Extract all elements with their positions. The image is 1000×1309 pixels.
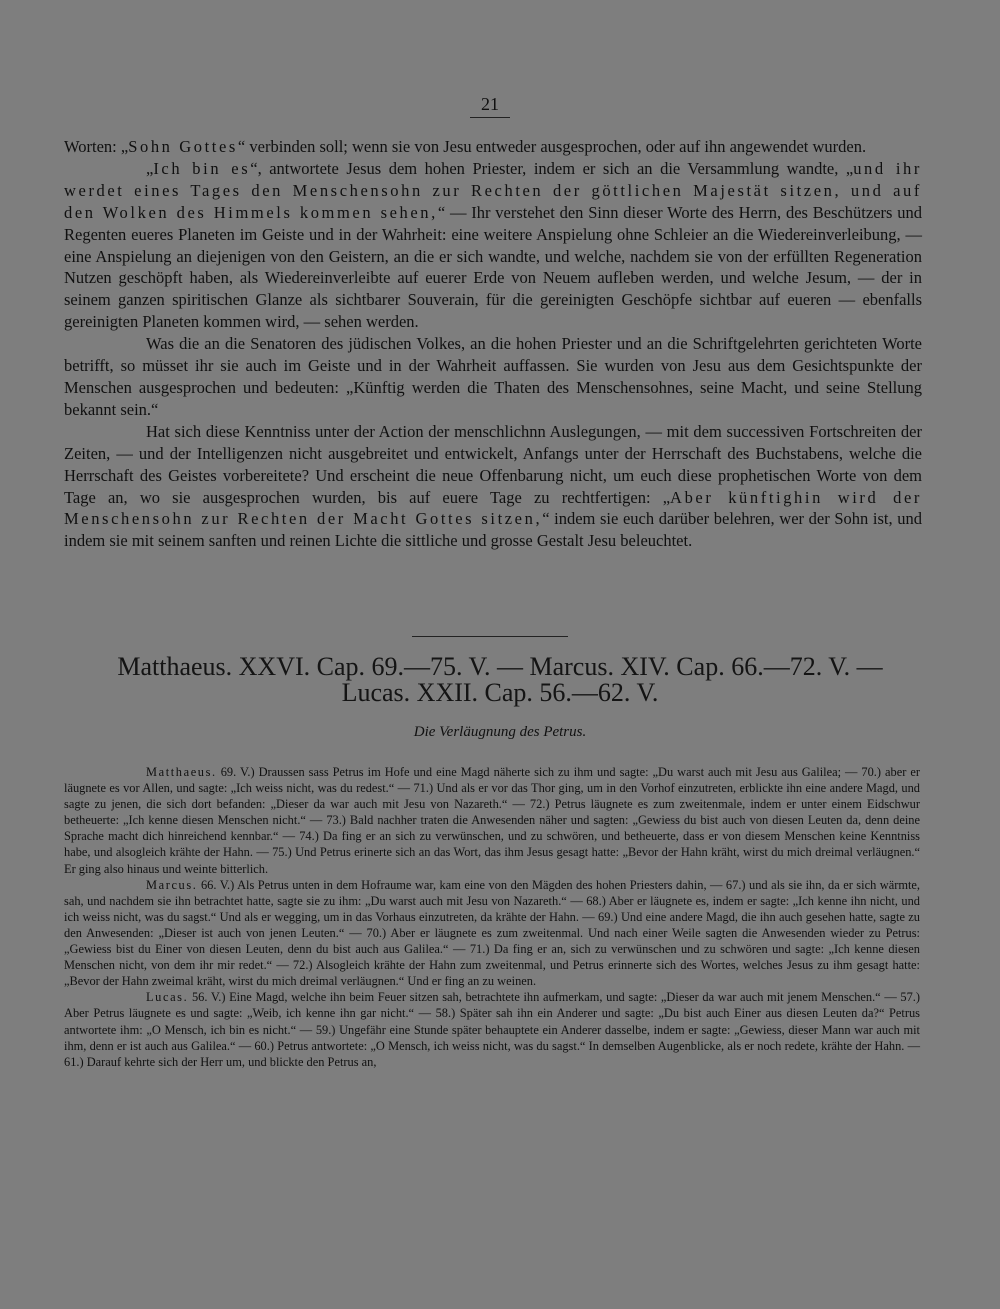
paragraph-3: Was die an die Senatoren des jüdischen Volkes, an die hohen Priester und an die Schriftgelehrten gerichteten Worte betrifft, so müsset ihr sie auch im Geiste und in der Wahrheit auffassen. Sie wurden von Jesu aus dem Gesichtspunkte der Menschen ausgesprochen und bedeuten: „Künftig werden die Thaten des Menschensohnes, seine Macht, und seine Stellung bekannt sein.“	[64, 334, 922, 419]
p4-emphasis: Aber künftighin wird der Menschensohn zur Rechten der Macht Gottes sitzen,	[64, 487, 922, 529]
matthaeus-paragraph	[64, 764, 920, 877]
lower-text-block	[64, 764, 920, 1070]
p4-text-a: Hat sich diese Kenntniss unter der Action der menschlichnn Auslegungen, — mit dem successiven Fortschreiten der Zeiten, — und der Intelligenzen nicht ausgebreitet und entwickelt, Anfangs unter der Herrschaft des Buchstabens, welche die Herrschaft des Geistes vorbereitete? Und erscheint die neue Offenbarung nicht, um euch diese prophetischen Worte von dem Tage an, wo sie ausgesprochen wurden, bis auf euere Tage zu rechtfertigen: „	[64, 421, 922, 507]
paragraph-1	[64, 136, 922, 158]
section-subtitle: Die Verläugnung des Petrus.	[413, 724, 587, 740]
p4-text-c: “ indem sie euch darüber belehren, wer der Sohn ist, und indem sie mit seinem sanften und reinen Lichte die sittliche und grosse Gestalt Jesu beleuchtet.	[64, 509, 922, 551]
section-heading-line-1: Matthaeus. XXVI. Cap. 69.—75. V. — Marcus. XIV. Cap. 66.—72. V. —	[117, 652, 883, 681]
marcus-paragraph	[64, 877, 920, 990]
upper-text-block	[64, 136, 922, 552]
p2-text-c: “, antwortete Jesus dem hohen Priester, indem er sich an die Versammlung wandte, „	[250, 158, 854, 178]
matthaeus-text: 69. V.) Draussen sass Petrus im Hofe und eine Magd näherte sich zu ihm und sagte: „Du warst auch mit Jesu aus Galilea; — 70.) aber er läugnete es vor Allen, und sagte: „Ich weiss nicht, was du redest.“ — 71.) Und als er vor das Thor ging, um in den Vorhof einzutreten, erblickte ihn eine andere Magd, und sagte zu jenen, die sich dort befanden: „Dieser da war auch mit Jesu von Nazareth.“ — 72.) Petrus läugnete es zum zweitenmale, indem er unter einem Eidschwur betheuerte: „Ich kenne diesen Menschen nicht.“ — 73.) Bald nachher traten die Anwesenden näher und sagten: „Gewiess du bist auch von diesen Leuten da, denn deine Sprache macht dich hinreichend kennbar.“ — 74.) Da fing er an sich zu verwünschen, und zu schwören, und betheuerte, dass er von diesem Menschen keine Kenntniss habe, und alsogleich krähte der Hahn. — 75.) Und Petrus erinerte sich an das Wort, das ihm Jesus gesagt hatte: „Bevor der Hahn kräht, wirst du mich dreimal verläugnen.“ Er ging also hinaus und weinte bitterlich.	[64, 765, 920, 876]
marcus-label: Marcus.	[146, 877, 198, 892]
p1-emphasis: Sohn Gottes	[128, 137, 238, 156]
p1-text-a: Worten: „	[64, 137, 129, 156]
p2-text-e: “ — Ihr verstehet den Sinn dieser Worte des Herrn, des Beschützers und Regenten eueres Planeten im Geiste und in der Wahrheit: eine weitere Anspielung ohne Schleier an die Wiedereinverleibung, — eine Anspielung an diejenigen von den Geistern, an die er sich wandte, und welche, nachdem sie von der erfüllten Regeneration Nutzen geschöpft haben, als Wiedereinverleibte auf euerer Erde von Neuem aufleben werden, und welche Jesum, — der in seinem ganzen spiritischen Glanze als sichtbarer Souverain, für die gereinigten Geschöpfe sichtbar auf eueren — ebenfalls gereinigten Planeten kommen wird, — sehen werden.	[64, 202, 922, 332]
section-heading-line-2: Lucas. XXII. Cap. 56.—62. V.	[341, 678, 659, 707]
matthaeus-label: Matthaeus.	[146, 765, 217, 779]
paragraph-2	[64, 158, 922, 333]
lucas-paragraph	[64, 989, 920, 1069]
page-number: 21	[470, 94, 510, 118]
lucas-label: Lucas.	[146, 990, 189, 1005]
p2-emphasis-1: Ich bin es	[153, 158, 251, 178]
p2-emphasis-2: und ihr werdet eines Tages den Menschensohn zur Rechten der göttlichen Majestät sitzen, und auf den Wolken des Himmels kommen sehen,	[64, 158, 922, 222]
p2-text-a: „	[146, 158, 154, 178]
paragraph-4	[64, 421, 922, 552]
lucas-text: 56. V.) Eine Magd, welche ihn beim Feuer sitzen sah, betrachtete ihn aufmerkam, und sagte: „Dieser da war auch mit jenem Menschen.“ — 57.) Aber Petrus läugnete es und sagte: „Weib, ich kenne ihn gar nicht.“ — 58.) Später sah ihn ein Anderer und sagte: „Du bist auch Einer aus diesen Leuten da?“ Petrus antwortete ihm: „O Mensch, ich bin es nicht.“ — 59.) Ungefähr eine Stunde später behauptete ein Anderer dasselbe, indem er sagte: „Gewiess, dieser Mann war auch mit ihm, denn er ist auch aus Galilea.“ — 60.) Petrus antwortete: „O Mensch, ich weiss nicht, was du sagst.“ In demselben Augenblicke, als er noch redete, krähte der Hahn. — 61.) Darauf kehrte sich der Herr um, und blickte den Petrus an,	[64, 990, 920, 1069]
marcus-text: 66. V.) Als Petrus unten in dem Hofraume war, kam eine von den Mägden des hohen Priesters dahin, — 67.) und als sie ihn, da er sich wärmte, sah, und nachdem sie ihn betrachtet hatte, sagte sie zu ihm: „Du warst auch mit Jesu von Nazareth.“ — 68.) Aber er läugnete es, indem er sagte: „Ich kenne ihn nicht, und ich weiss nicht, was du sagst.“ Und als er wegging, um in das Vorhaus einzutreten, da krähte der Hahn. — 69.) Und eine andere Magd, die ihn auch gesehen hatte, sagte zu den Anwesenden: „Dieser ist auch von jenen Leuten.“ — 70.) Aber er läugnete es zum zweitenmal. Und nach einer Weile sagten die Anwesenden wieder zu Petrus: „Gewiess bist du Einer von diesen Leuten, denn du bist auch aus Galilea.“ — 71.) Da fing er an, sich zu verwünschen und zu schwören und sagte: „Ich kenne diesen Menschen nicht, von dem ihr mir redet.“ — 72.) Alsogleich krähte der Hahn zum zweitenmal, und Petrus erinnerte sich des Wortes, welches Jesus zu ihm gesagt hatte: „Bevor der Hahn zweimal kräht, wirst du mich dreimal verläugnen.“ Und er fing an zu weinen.	[64, 877, 920, 989]
section-divider	[412, 636, 568, 637]
p1-text-c: “ verbinden soll; wenn sie von Jesu entweder ausgesprochen, oder auf ihn angewendet wurden.	[237, 137, 867, 156]
